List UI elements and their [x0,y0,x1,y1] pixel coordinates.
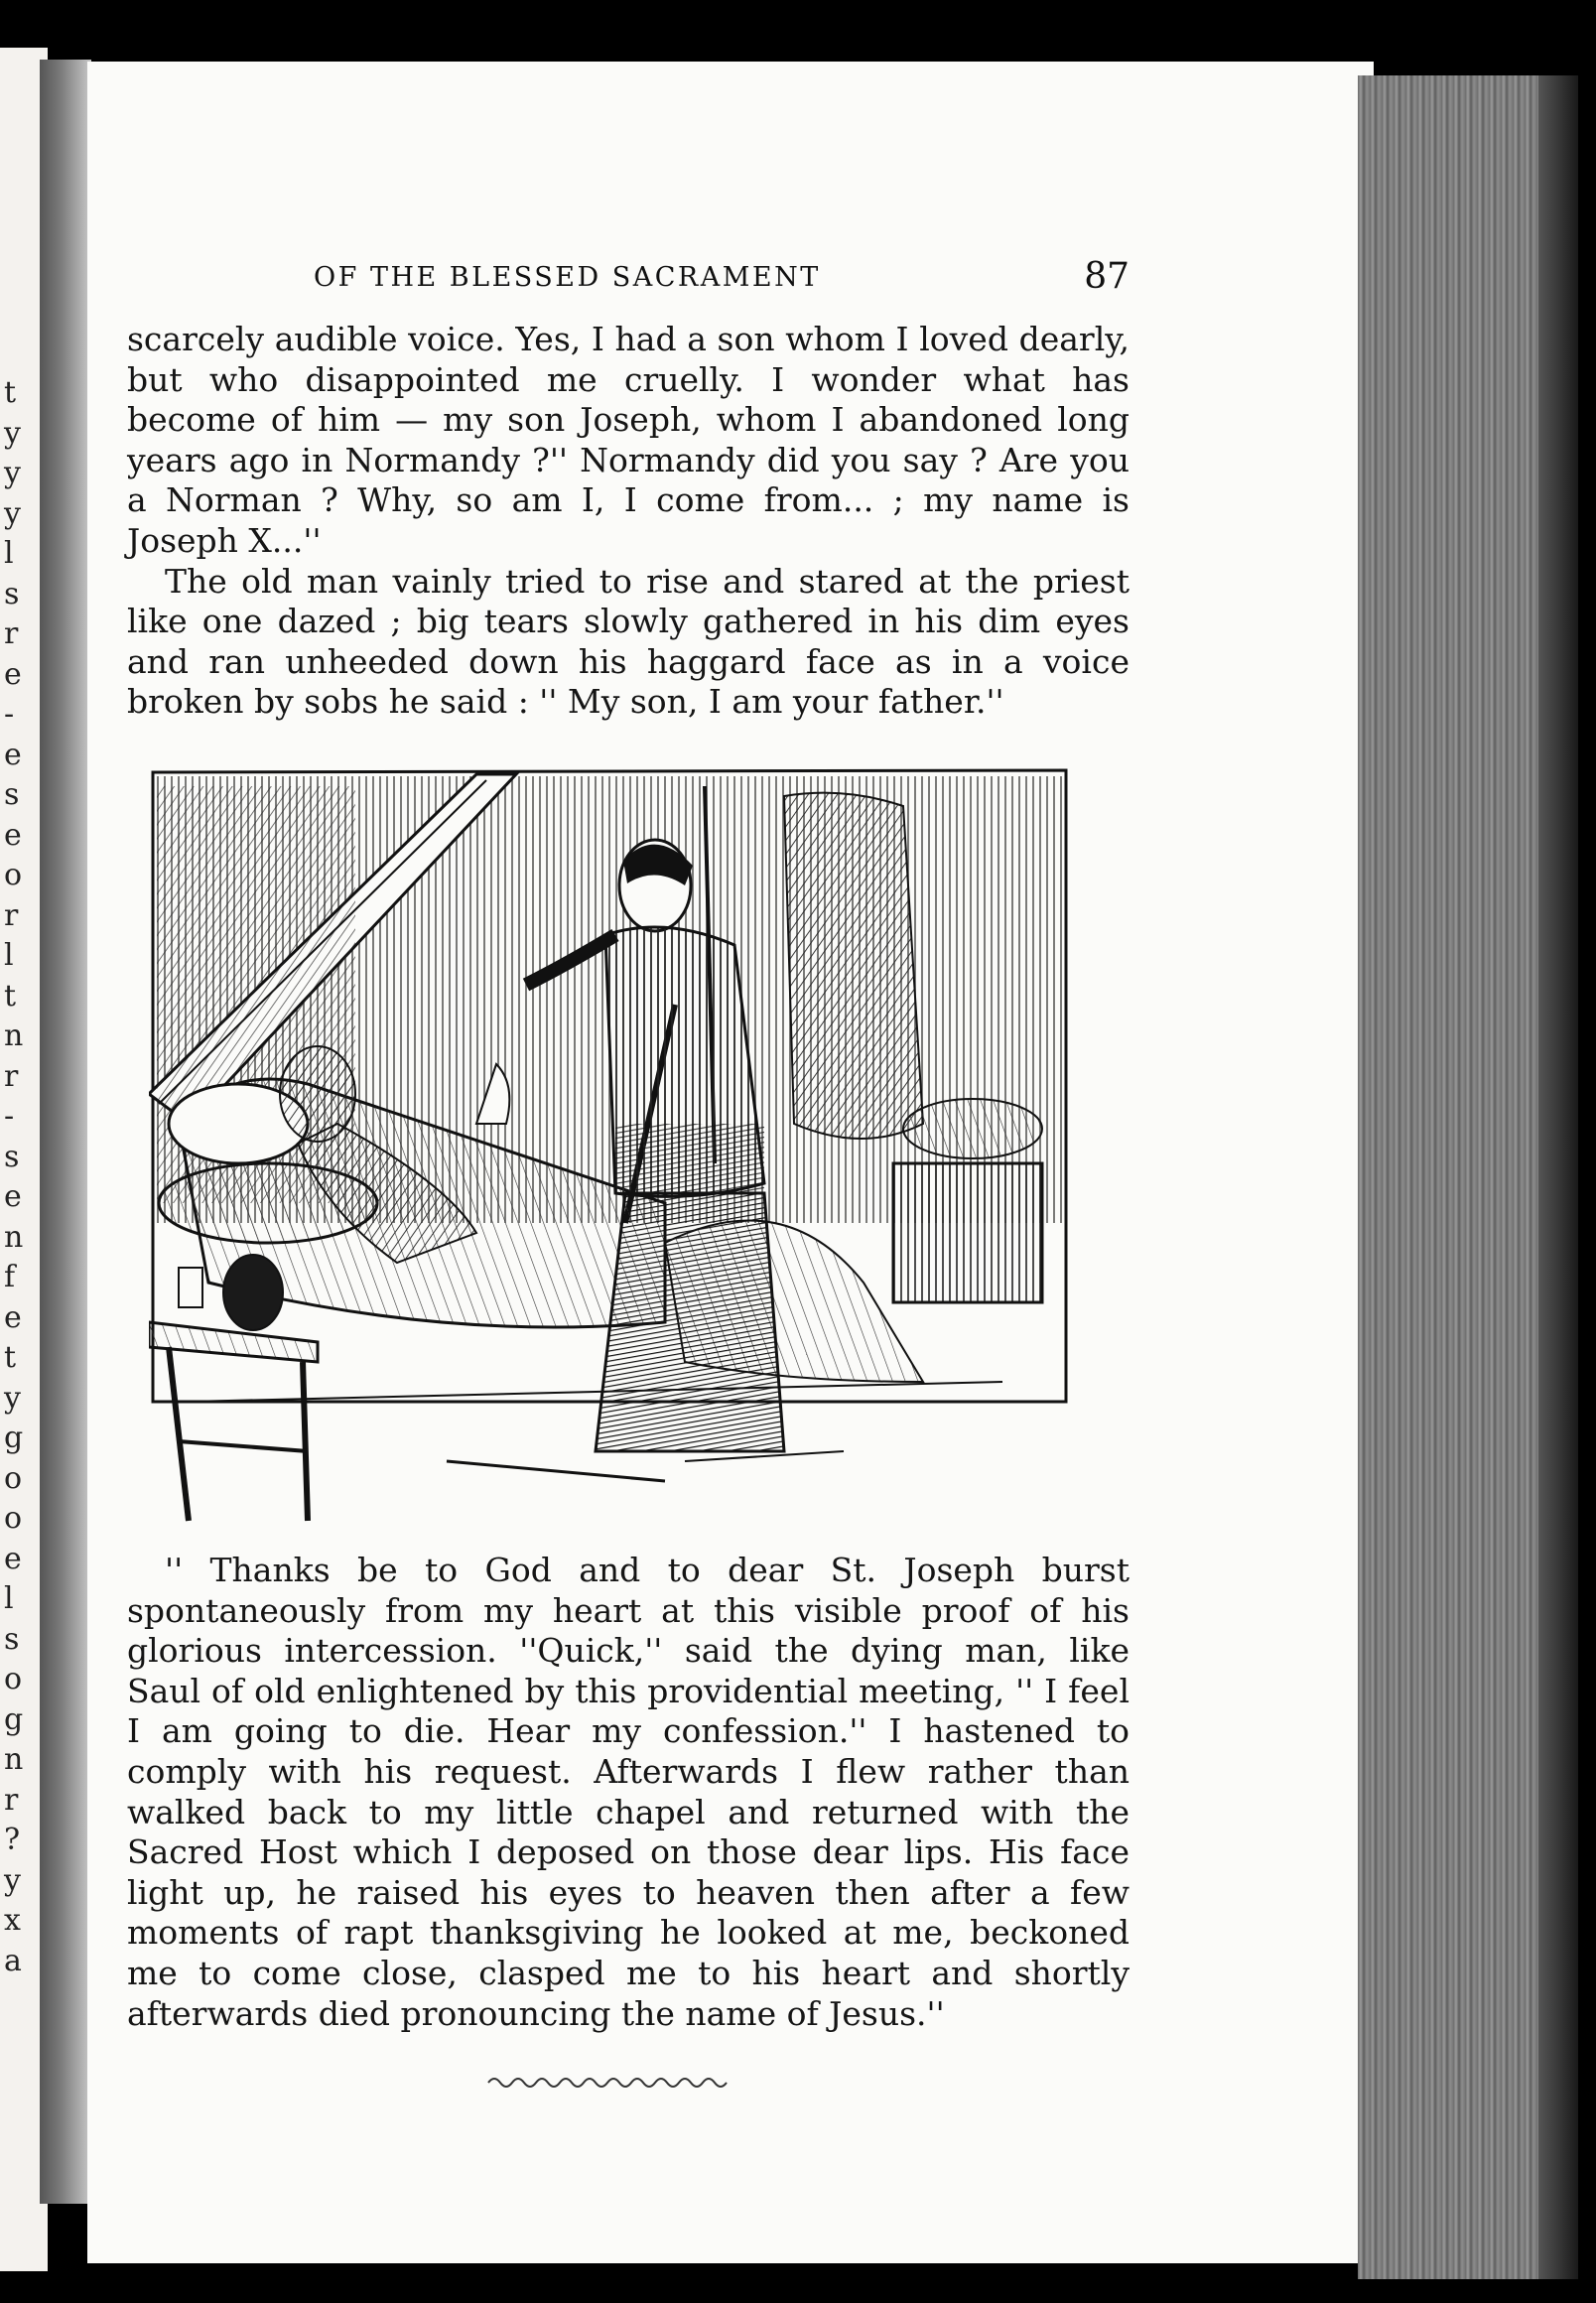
running-header [127,256,1130,304]
facing-page-edge-letter: e [4,817,22,853]
facing-page-edge-letter: e [4,656,22,692]
facing-page-edge-letter: - [4,697,15,732]
facing-page-edge-letter: y [4,415,21,451]
facing-page-edge-letter: l [4,536,14,571]
header-title: OF THE BLESSED SACRAMENT [314,262,821,293]
facing-page-edge-letter: y [4,1862,21,1898]
page-number: 87 [1084,256,1130,297]
facing-page-edge-letter: g [4,1421,24,1455]
facing-page-edge-letter: s [4,1621,20,1657]
facing-page-edge-letter: ? [4,1823,21,1857]
facing-page-edge-letter: t [4,978,17,1014]
book-gutter [40,60,91,2204]
facing-page-edge-letter: t [4,1340,17,1375]
facing-page-edge-letter: o [4,1662,23,1696]
paragraph: scarcely audible voice. Yes, I had a son whom I loved dearly, but who disappointed me cruelly. I wonder what has become of him — my son Joseph, whom I abandoned long years ago in Normandy ?'' Normandy did you say ? Are you a Norman ? Why, so am I, I come from... ; my name is Joseph X...'' [127,320,1130,560]
facing-page-edge-letter: x [4,1903,21,1938]
facing-page-edge-letter: g [4,1701,24,1737]
facing-page-edge-letter: s [4,777,20,812]
page-fore-edge [1358,75,1578,2279]
facing-page-edge-letter: y [4,456,21,490]
paragraph: The old man vainly tried to rise and stared at the priest like one dazed ; big tears slowly gathered in his dim eyes and ran unheeded down his haggard face as in a voice broken by sobs he said : '' My son, I am your father.'' [127,561,1130,722]
facing-page-edge-letter: r [4,1058,19,1094]
facing-page-edge-letter: s [4,576,20,611]
facing-page-edge-letter: o [4,1460,23,1496]
facing-page-edge-letter: a [4,1943,22,1978]
facing-page-edge-letter: r [4,1782,19,1818]
facing-page-edge-letter: r [4,897,19,933]
facing-page-edge-letter: t [4,375,17,410]
facing-page-edge-letter: y [4,495,21,531]
end-ornament-squiggle [484,2071,732,2095]
facing-page-edge-letter: e [4,1299,22,1335]
facing-page-edge-letter: o [4,1501,23,1536]
facing-page-edge-letter: l [4,1581,14,1616]
facing-page-edge-letter: l [4,938,14,973]
facing-page-edge-letter: f [4,1260,16,1294]
engraving-illustration [149,766,1074,1541]
facing-page-edge-letter: e [4,737,22,772]
bottom-text-block [127,1551,1130,2034]
facing-page-edge-letter: r [4,616,19,651]
top-text-block [127,320,1130,723]
paragraph: '' Thanks be to God and to dear St. Joseph burst spontaneously from my heart at this visible proof of his glorious intercession. ''Quick,'' said the dying man, like Saul of old enlightened by this providential meeting, '' I feel I am going to die. Hear my confession.'' I hastened to comply with his request. Afterwards I flew rather than walked back to my little chapel and returned with the Sacred Host which I deposed on those dear lips. His face light up, he raised his eyes to heaven then after a few moments of rapt thanksgiving he looked at me, beckoned me to come close, clasped me to his heart and shortly afterwards died pronouncing the name of Jesus.'' [127,1551,1130,2033]
facing-page-edge-letter: n [4,1219,24,1255]
facing-page-edge-letter: e [4,1541,22,1576]
facing-page-edge-letter: - [4,1099,15,1134]
facing-page-edge-letter: y [4,1380,21,1416]
facing-page-edge-letter: e [4,1179,22,1214]
facing-page-edge-letter: s [4,1139,20,1174]
facing-page-edge-letter: o [4,858,23,892]
facing-page-edge-letter: n [4,1018,24,1053]
facing-page-edge-letter: n [4,1742,24,1777]
